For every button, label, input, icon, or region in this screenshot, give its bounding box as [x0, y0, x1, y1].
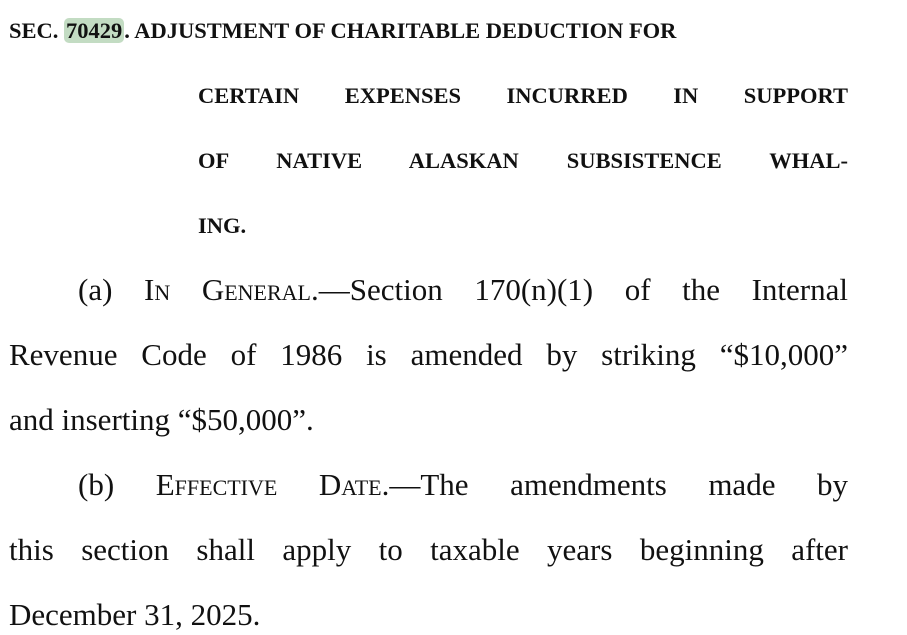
- subsection-a-line-2: [9, 335, 848, 375]
- subsection-a-text-3: and inserting “$50,000”.: [9, 402, 314, 437]
- subsection-b-marker: (b): [78, 467, 115, 502]
- section-heading-line-1: [9, 16, 848, 46]
- subsection-a-marker: (a): [78, 272, 113, 307]
- subsection-b-dash: —: [389, 467, 421, 502]
- subsection-a-title: In General.: [144, 272, 319, 307]
- subsection-b-line-1: [78, 465, 848, 505]
- section-heading-text-2: CERTAIN EXPENSES INCURRED IN SUPPORT: [198, 83, 848, 108]
- subsection-b-text-2: this section shall apply to taxable years beginning after: [9, 532, 848, 567]
- subsection-b-text-3: December 31, 2025.: [9, 597, 261, 632]
- subsection-b-text-1: The amendments made by: [420, 467, 849, 502]
- subsection-b-line-3: [9, 595, 260, 635]
- section-heading-text-3: OF NATIVE ALASKAN SUBSISTENCE WHAL-: [198, 148, 848, 173]
- subsection-b-line-2: [9, 530, 848, 570]
- section-heading-text-1: . ADJUSTMENT OF CHARITABLE DEDUCTION FOR: [124, 18, 677, 43]
- section-number[interactable]: 70429: [66, 18, 123, 43]
- subsection-a-text-2: Revenue Code of 1986 is amended by striking “$10,000”: [9, 337, 848, 372]
- subsection-a-text-1: Section 170(n)(1) of the Internal: [349, 272, 848, 307]
- subsection-a-dash: —: [318, 272, 350, 307]
- subsection-a-line-1: [78, 270, 848, 310]
- section-heading-line-3: [198, 146, 848, 176]
- subsection-a-line-3: [9, 400, 314, 440]
- section-heading-line-4: [198, 211, 246, 241]
- section-heading-line-2: [198, 81, 848, 111]
- section-prefix: SEC.: [9, 18, 59, 43]
- section-heading-text-4: ING.: [198, 213, 247, 238]
- subsection-b-title: Effective Date.: [155, 467, 390, 502]
